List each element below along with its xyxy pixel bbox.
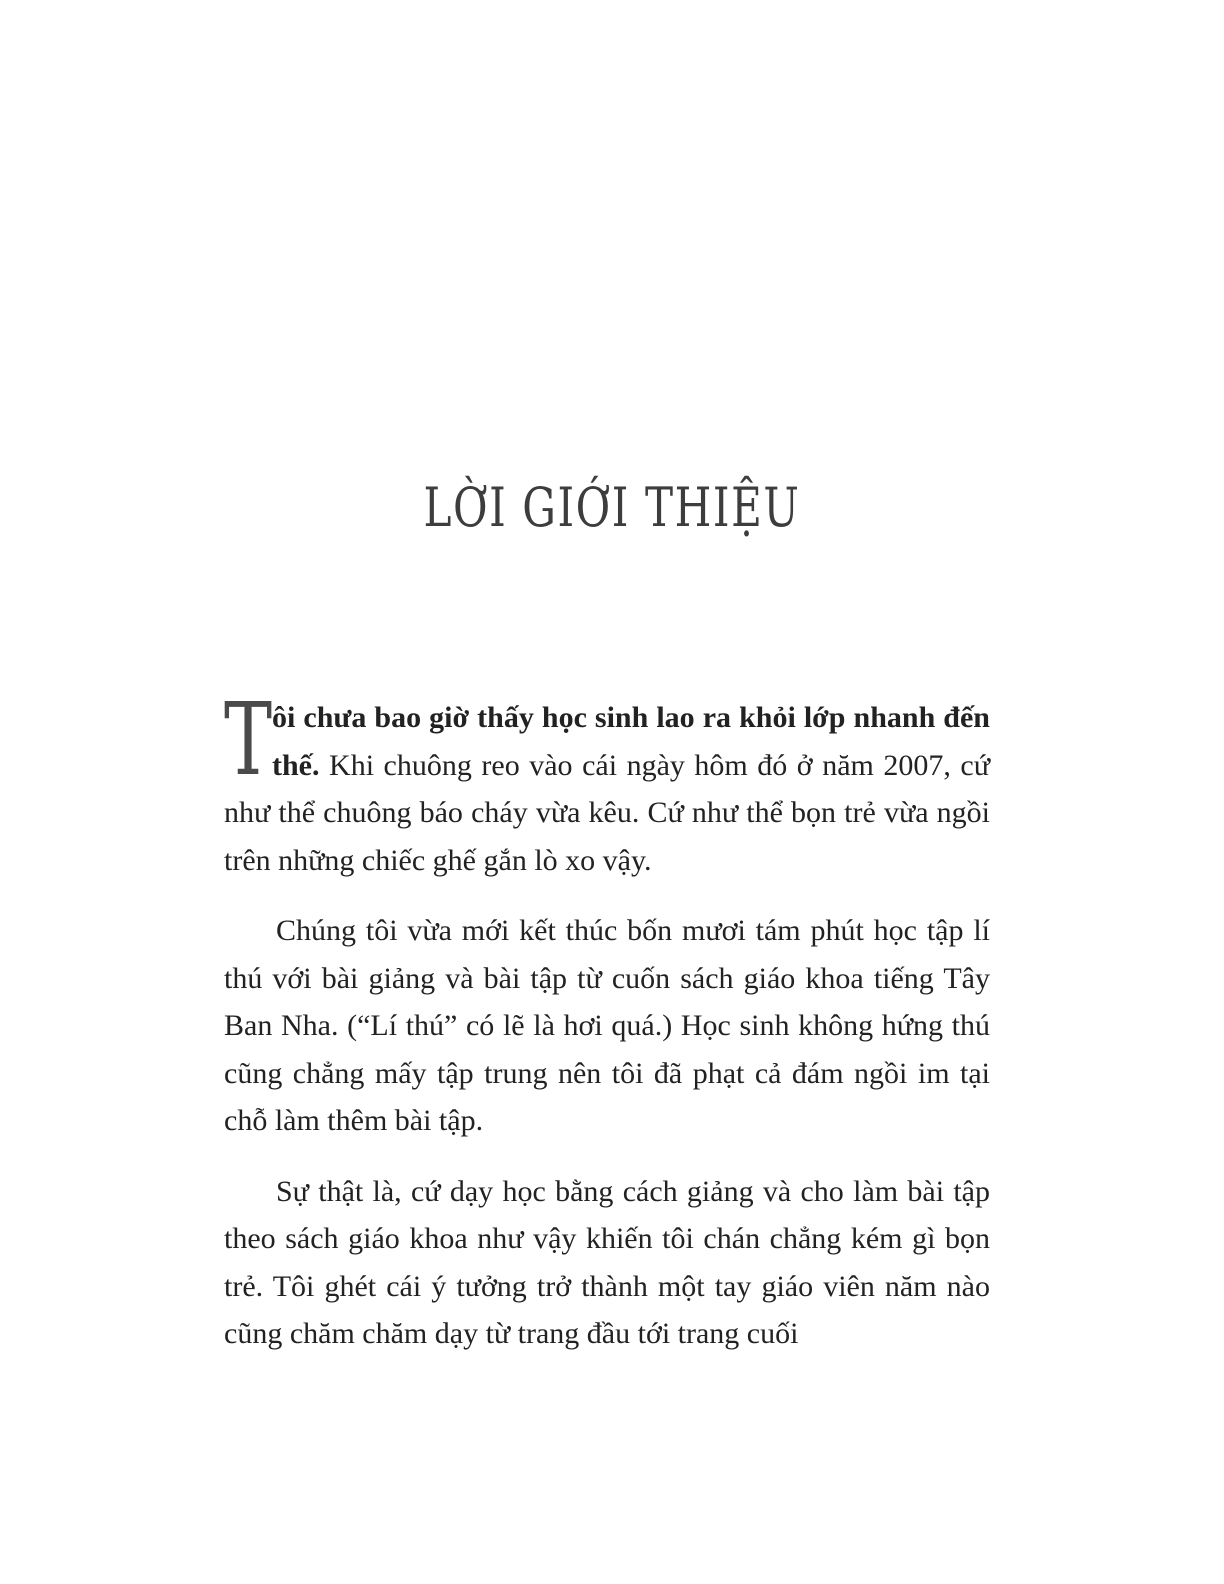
paragraph-2: Chúng tôi vừa mới kết thúc bốn mươi tám phút học tập lí thú với bài giảng và bài tập từ cuốn sách giáo khoa tiếng Tây Ban Nha. (“Lí thú” có lẽ là hơi quá.) Học sinh không hứng thú cũng chẳng mấy tập trung nên tôi đã phạt cả đám ngồi im tại chỗ làm thêm bài tập. xyxy=(224,914,990,1137)
paragraph-1 xyxy=(224,681,990,884)
body-text xyxy=(224,681,990,1381)
drop-cap: T xyxy=(224,681,273,798)
paragraph-1-text: Khi chuông reo vào cái ngày hôm đó ở năm 2007, cứ như thể chuông báo cháy vừa kêu. Cứ như thể bọn trẻ vừa ngồi trên những chiếc ghế gắn lò xo vậy. xyxy=(224,748,990,877)
chapter-title: LỜI GIỚI THIỆU xyxy=(423,476,801,540)
paragraph-3: Sự thật là, cứ dạy học bằng cách giảng và cho làm bài tập theo sách giáo khoa như vậy khiến tôi chán chẳng kém gì bọn trẻ. Tôi ghét cái ý tưởng trở thành một tay giáo viên năm nào cũng chăm chăm dạy từ trang đầu tới trang cuối xyxy=(224,1174,990,1350)
bold-lead-in: ôi chưa bao giờ thấy học sinh lao ra khỏi lớp nhanh đến thế. xyxy=(272,701,990,782)
